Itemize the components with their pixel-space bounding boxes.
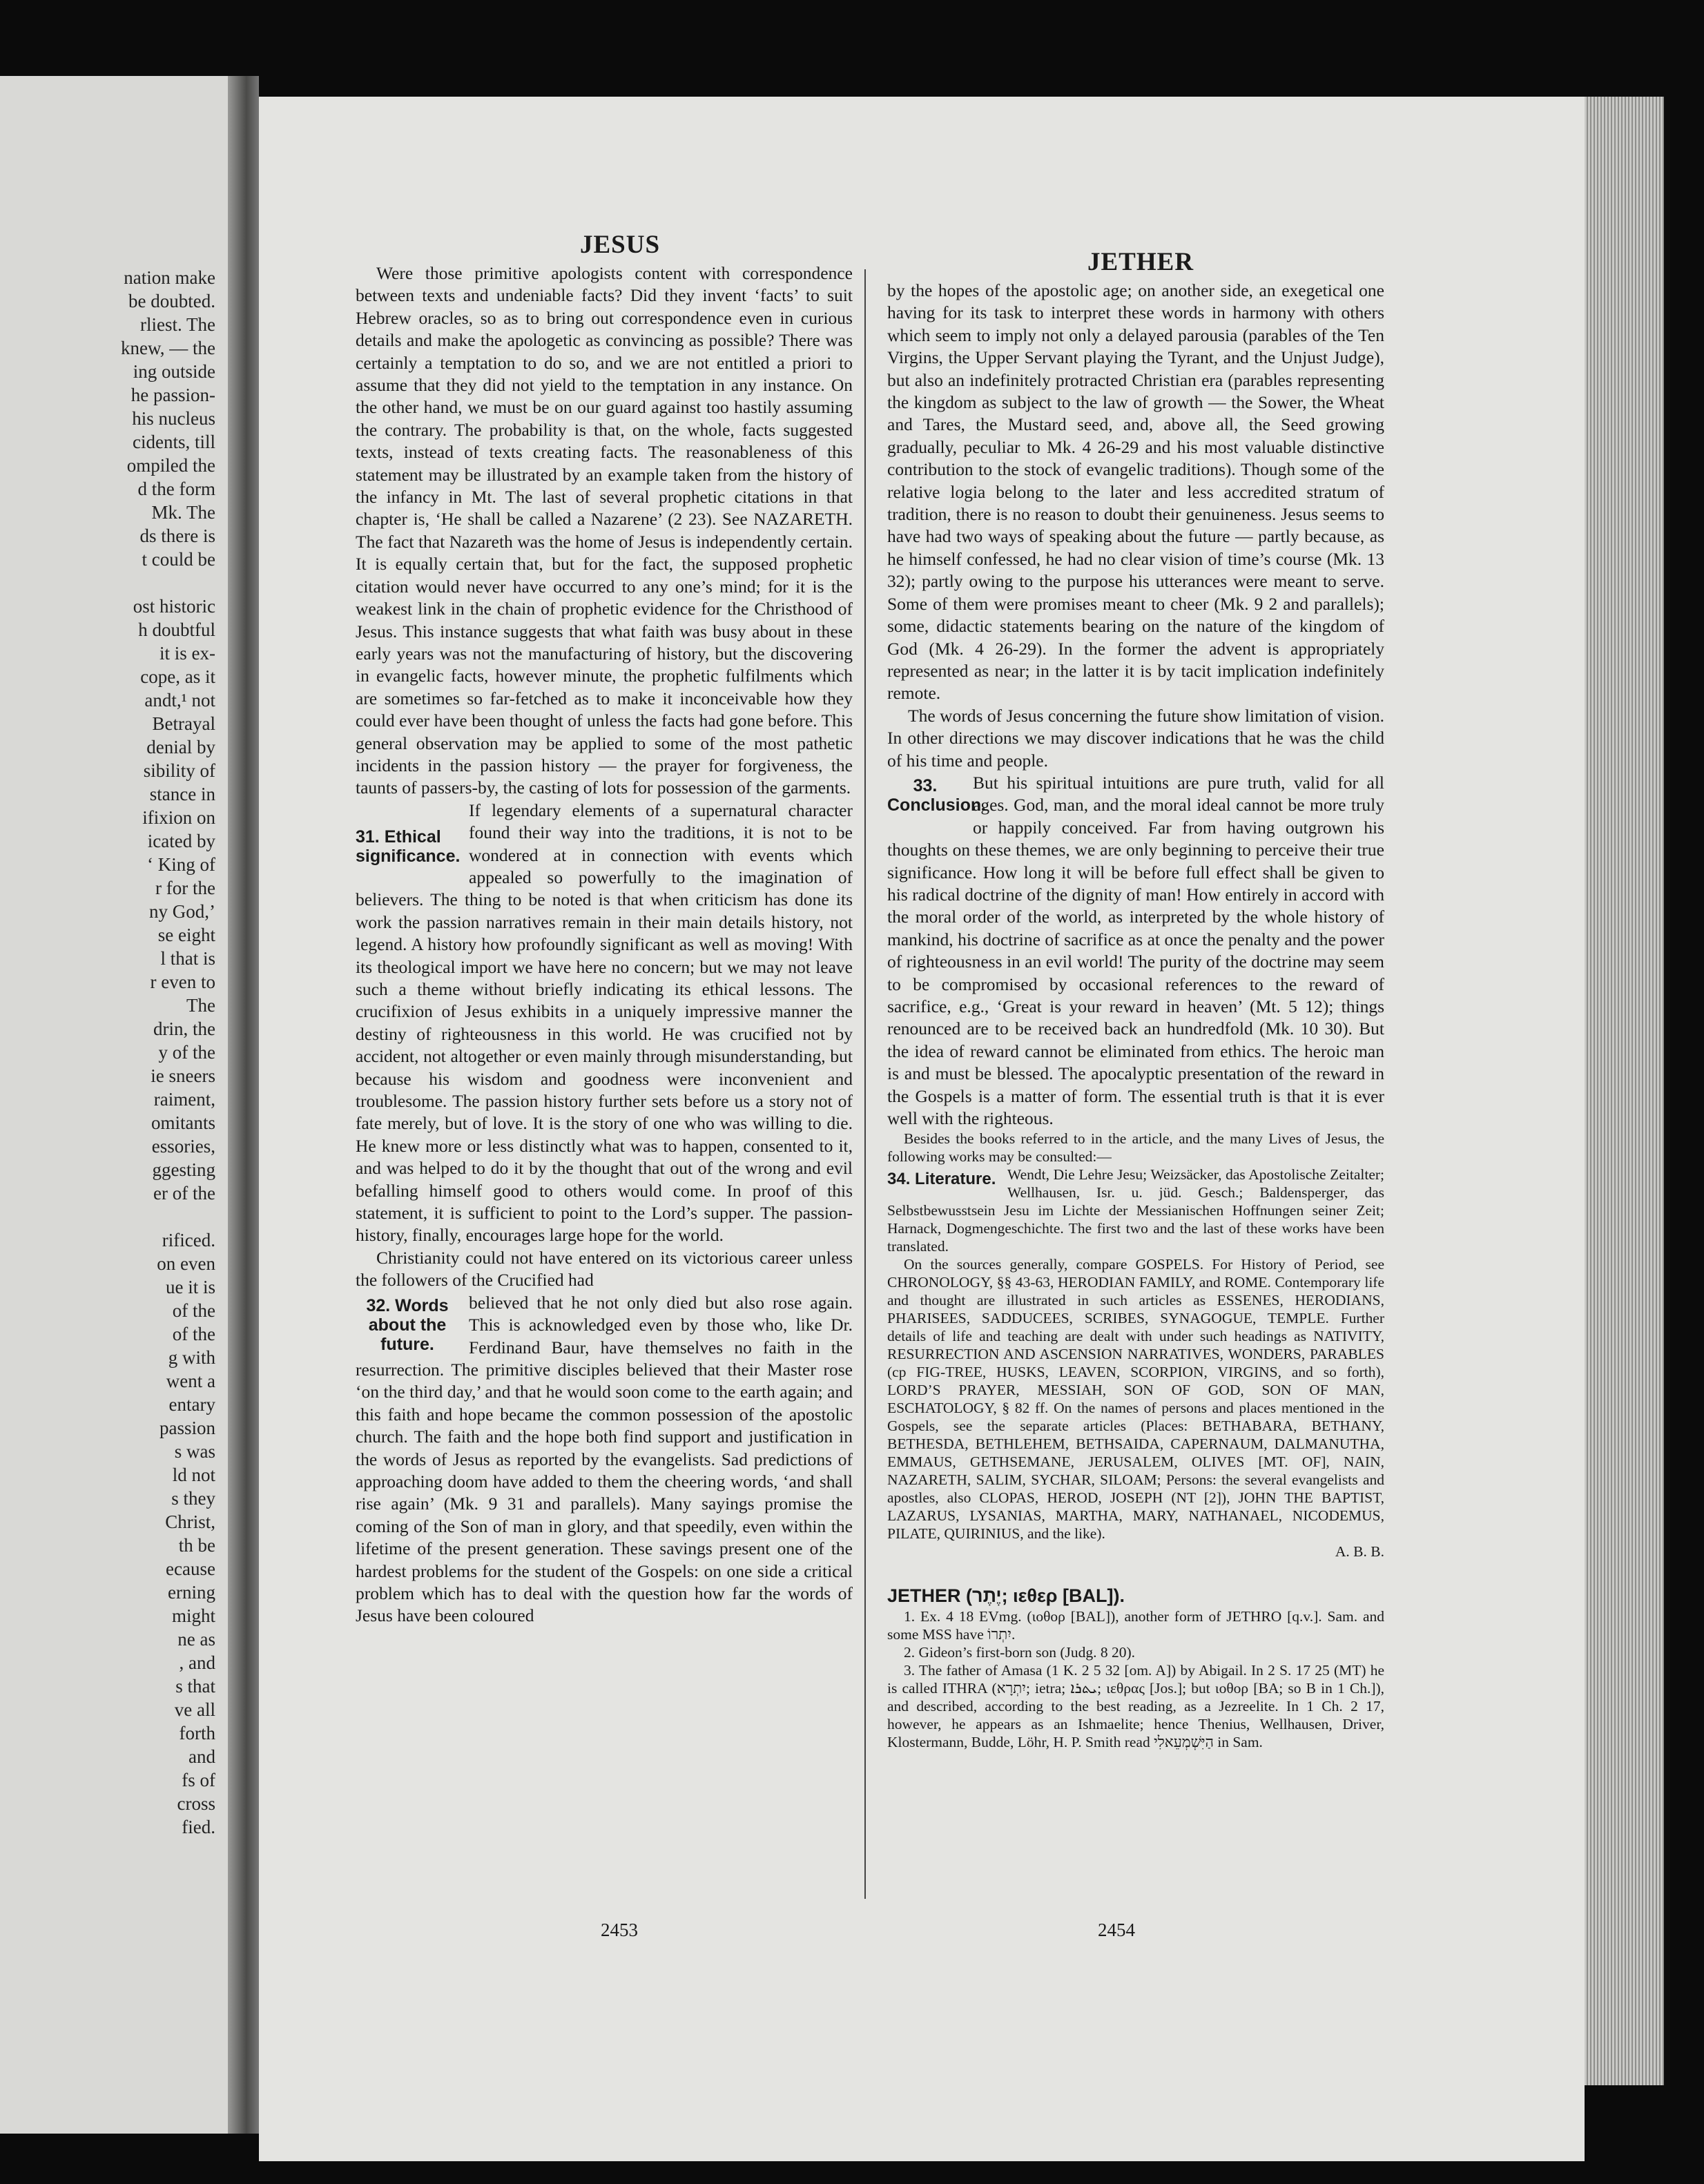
previous-page-line: stance in (149, 784, 215, 804)
previous-page-line: fied. (182, 1817, 215, 1837)
previous-page-line: sibility of (143, 760, 215, 781)
previous-page (0, 76, 228, 2134)
previous-page-line: ecause (166, 1558, 215, 1579)
previous-page-line: forth (179, 1723, 215, 1743)
running-head-left: JESUS (580, 231, 661, 259)
previous-page-line: s they (171, 1488, 215, 1509)
previous-page-line: d the form (137, 479, 215, 499)
previous-page-line: fs of (182, 1770, 215, 1790)
previous-page-line: The (186, 995, 215, 1016)
previous-page-line: , and (179, 1652, 215, 1673)
section-34-text: Wendt, Die Lehre Jesu; Weizsäcker, das Apostolische Zeitalter; Wellhausen, Isr. u. jüd. Gesch.; Baldensperger, das Selbstbewusstsein Jesu im Lichte der Messianischen Hoffnungen seiner Zeit; Harnack, Dogmengeschichte. The first two and the last of these works have been translated. (887, 1166, 1384, 1255)
previous-page-line: rliest. The (140, 314, 215, 335)
previous-page-line: denial by (146, 737, 215, 757)
right-column (887, 280, 1384, 1751)
previous-page-line: ing outside (133, 361, 215, 382)
previous-page-line: t could be (142, 549, 215, 570)
section-34-intro: Besides the books referred to in the article, and the many Lives of Jesus, the following works may be consulted:— (887, 1130, 1384, 1166)
previous-page-line: passion (159, 1418, 215, 1438)
previous-page-line: g with (168, 1347, 215, 1368)
previous-page-line: on even (157, 1253, 215, 1274)
previous-page-line: it is ex- (159, 643, 215, 664)
jether-entry-title: JETHER (יֶתֶר; ιεθερ [BAL]). (887, 1585, 1125, 1607)
previous-page-line: er of the (153, 1183, 215, 1204)
previous-page-line: he passion- (130, 385, 215, 405)
list-item: 3. The father of Amasa (1 K. 2 5 32 [om. A]) by Abigail. In 2 S. 17 25 (MT) he is called ITHRA (יִתְרָא; ietra; ܝܬܪܐ; ιεθρας [Jos.]; but ιοθορ [BA; so B in 1 Ch.]), and described, according to the best reading, as a Jezreelite. In 1 Ch. 2 17, however, he appears as an Ishmaelite; hence Thenius, Wellhausen, Driver, Klostermann, Budde, Löhr, H. P. Smith read הַיִּשְׁמְעֵאלִי in Sam. (887, 1662, 1385, 1751)
section-33-heading: 33. Conclusion. (887, 775, 987, 815)
previous-page-line: ‘ King of (147, 854, 215, 875)
page-number-right: 2454 (1098, 1920, 1135, 1940)
section-32-text: believed that he not only died but also rose again. This is acknowledged even by those who, like Dr. Ferdinand Baur, have themselves no faith in the resurrection. The primitive disciples believed that their Master rose ‘on the third day,’ and that he would soon come to the earth again; and this faith and hope became the common possession of the apostolic church. The faith and the hope both find support and justification in the words of Jesus as reported by the evangelists. Sad predictions of approaching doom have added to them the cheering words, ‘and shall rise again’ (Mk. 9 31 and parallels). Many sayings promise the coming of the Son of man in glory, and that speedily, even within the lifetime of the present generation. These savings present one of the hardest problems for the student of the Gospels: on one side a critical problem which has to deal with the question how far the words of Jesus have been coloured (356, 1292, 853, 1626)
section-31-text: If legendary elements of a supernatural character found their way into the traditions, it is not to be wondered at in connection with events which appealed so powerfully to the imagination of believers. The thing to be noted is that when criticism has done its work the passion narratives remain in their main details history, not legend. A history how profoundly significant as well as moving! With its theological import we have here no concern; but we may not leave such a theme without briefly indicating its ethical lessons. The crucifixion of Jesus exhibits in a uniquely impressive manner the destiny of righteousness in this world. He was crucified not by accident, not altogether or even mainly through misunderstanding, but because his wisdom and goodness were inconvenient and troublesome. The passion history further sets before us a story not of fate merely, but of love. It is the story of one who was willing to die. He knew more or less distinctly what was to happen, consented to it, and was helped to do it by the thought that out of the wrong and evil befalling himself good to others would come. In proof of this statement, it is sufficient to point to the Lord’s supper. The passion-history, finally, encourages large hope for the world. (356, 800, 853, 1246)
paragraph-parousia: by the hopes of the apostolic age; on another side, an exegetical one having for its task to interpret these words in harmony with others which seem to imply not only a delayed parousia (parables of the Ten Virgins, the Upper Servant playing the Tyrant, and the Unjust Judge), but also an indefinitely protracted Christian era (parables representing the kingdom as subject to the law of growth — the Sower, the Wheat and Tares, the Mustard seed, and, above all, the Seed growing gradually, peculiar to Mk. 4 26-29 and his most valuable distinctive contribution to the stock of evangelic traditions). Though some of the relative logia belong to the later and less accredited stratum of tradition, there is no reason to doubt their genuineness. Jesus seems to have had two ways of speaking about the future — partly because, as he himself confessed, he had no clear vision of time’s course (Mk. 13 32); partly owing to the purpose his utterances were meant to serve. Some of them were promises meant to cheer (Mk. 9 2 and parallels); some, didactic statements bearing on the nature of the kingdom of God (Mk. 4 26-29). In the former the advent is appropriately represented as near; in the latter it is by tacit implication indefinitely remote. (887, 280, 1384, 704)
previous-page-line: s was (174, 1441, 215, 1462)
previous-page-line: Christ, (165, 1511, 215, 1532)
section-33-text: But his spiritual intuitions are pure truth, valid for all ages. God, man, and the moral ideal cannot be more truly or happily conceived. Far from having outgrown his thoughts on these themes, we are only beginning to perceive their true significance. How long it will be before full effect shall be given to his radical doctrine of the dignity of man! How entirely in accord with the moral order of the world, as interpreted by the whole history of mankind, his doctrine of sacrifice as at once the penalty and the power of righteousness in an evil world! The purity of the doctrine may seem to be compromised by occasional references to the reward of sacrifice, e.g., ‘Great is your reward in heaven’ (Mt. 5 12); things renounced are to be received back an hundredfold (Mk. 10 30). But the idea of reward cannot be eliminated from ethics. The heroic man is and must be blessed. The apocalyptic presentation of the reward in the Gospels is a matter of form. The essential truth is that it is ever well with the righteous. (887, 772, 1384, 1129)
previous-page-line: ompiled the (126, 455, 215, 476)
signature: A. B. B. (1335, 1543, 1384, 1560)
previous-page-line: Betrayal (152, 713, 215, 734)
previous-page-line: cope, as it (140, 666, 215, 687)
previous-page-line: s that (175, 1676, 215, 1697)
previous-page-line: raiment, (153, 1089, 215, 1110)
list-item: 1. Ex. 4 18 EVmg. (ιοθορ [BAL]), another form of JETHRO [q.v.]. Sam. and some MSS have יִתְרוֹ. (887, 1608, 1384, 1643)
previous-page-line: ny God,’ (149, 901, 215, 922)
previous-page-line: went a (166, 1371, 215, 1391)
previous-page-line: ld not (172, 1465, 215, 1485)
section-34 (887, 1130, 1384, 1560)
previous-page-line: might (171, 1605, 215, 1626)
list-item: 2. Gideon’s first-born son (Judg. 8 20). (904, 1644, 1136, 1661)
previous-page-text (98, 266, 215, 1839)
previous-page-line: his nucleus (132, 408, 215, 429)
page-number-left: 2453 (601, 1920, 638, 1940)
previous-page-line: ds there is (139, 525, 215, 546)
previous-page-line: rificed. (162, 1230, 215, 1250)
section-31-heading: 31. Ethical significance. (356, 827, 461, 866)
previous-page-line: nation make (124, 267, 215, 288)
previous-page-line: l that is (160, 948, 215, 969)
previous-page-line: th be (178, 1535, 215, 1556)
section-32 (356, 1292, 853, 1627)
left-column (356, 262, 853, 1627)
previous-page-line: ie sneers (151, 1065, 215, 1086)
previous-page-line: icated by (147, 831, 215, 851)
paragraph-limitation: The words of Jesus concerning the future show limitation of vision. In other directions we may discover indications that he was the child of his time and people. (887, 705, 1384, 771)
previous-page-line: ifixion on (142, 807, 215, 828)
previous-page-line: knew, — the (121, 338, 215, 358)
previous-page-line: ne as (177, 1629, 215, 1650)
book-gutter (228, 76, 259, 2134)
previous-page-line: essories, (151, 1136, 215, 1157)
previous-page-line: of the (172, 1300, 215, 1321)
previous-page-line: drin, the (153, 1018, 215, 1039)
previous-page-line: Mk. The (151, 502, 215, 523)
paragraph-apologists: Were those primitive apologists content with correspondence between texts and undeniable facts? Did they invent ‘facts’ to suit Hebrew oracles, so as to bring out correspondence even in curious details and make the apologetic as convincing as possible? There was certainly a temptation to do so, and we are not entitled a priori to assume that they did not yield to the temptation in any instance. On the other hand, we must be on our guard against too hastily assuming the contrary. The probability is that, on the whole, facts suggested texts, instead of texts creating facts. The reasonableness of this statement may be illustrated by an example taken from the history of the infancy in Mt. The last of several prophetic citations in that chapter is, ‘He shall be called a Nazarene’ (2 23). See NAZARETH. The fact that Nazareth was the home of Jesus is independently certain. It is equally certain that, but for the fact, the supposed prophetic citation would never have occurred to any one’s mind; for it is the weakest link in the chain of prophetic evidence for the Christhood of Jesus. This instance suggests that what faith was busy about in these early years was not the manufacturing of history, but the discovering in evangelic facts, however minute, the prophetic fulfilments which are sometimes so far-fetched as to make it inconceivable how they could ever have been thought of unless the facts had gone before. This general observation may be applied to some of the most pathetic incidents in the passion history — the prayer for forgiveness, the taunts of passers-by, the casting of lots for possession of the garments. (356, 263, 853, 798)
previous-page-line (98, 1205, 215, 1228)
section-32-heading: 32. Words about the future. (366, 1295, 449, 1354)
section-34-sources: On the sources generally, compare GOSPELS. For History of Period, see CHRONOLOGY, §§ 43-63, HERODIAN FAMILY, and ROME. Contemporary life and thought are illustrated in such articles as ESSENES, HERODIANS, PHARISEES, SADDUCEES, SCRIBES, SYNAGOGUE, TEMPLE. Further details of life and teaching are dealt with under such headings as NATIVITY, RESURRECTION AND ASCENSION NARRATIVES, WONDERS, PARABLES (cp FIG-TREE, HUSKS, LEAVEN, SCORPION, VIRGINS, and so forth), LORD’S PRAYER, MESSIAH, SON OF GOD, SON OF MAN, ESCHATOLOGY, § 82 ff. On the names of persons and places mentioned in the Gospels, see the separate articles (Places: BETHABARA, BETHANY, BETHESDA, BETHLEHEM, BETHSAIDA, CAPERNAUM, DALMANUTHA, EMMAUS, GETHSEMANE, JERUSALEM, OLIVES [MT. OF], NAIN, NAZARETH, SALIM, SYCHAR, SILOAM; Persons: the several evangelists and apostles, also CLOPAS, HEROD, JOSEPH (NT [2]), JOHN THE BAPTIST, LAZARUS, LYSANIAS, MARTHA, MARY, NATHANAEL, NICODEMUS, PILATE, QUIRINIUS, and the like). (887, 1256, 1384, 1543)
previous-page-line: entary (168, 1394, 215, 1415)
previous-page-line: cidents, till (133, 432, 215, 452)
previous-page-line: r for the (155, 878, 215, 898)
previous-page-line: omitants (151, 1112, 215, 1133)
section-34-heading: 34. Literature. (887, 1170, 996, 1189)
previous-page-line: andt,¹ not (144, 690, 215, 711)
previous-page-line: ggesting (152, 1159, 215, 1180)
previous-page-line: cross (177, 1793, 215, 1814)
section-31 (356, 800, 853, 1247)
previous-page-line: se eight (157, 925, 215, 945)
previous-page-line: and (188, 1746, 215, 1767)
previous-page-line: erning (168, 1582, 215, 1603)
section-33 (887, 772, 1384, 1130)
previous-page-line: ost historic (133, 596, 215, 617)
column-rule (864, 269, 866, 1899)
previous-page-line: h doubtful (138, 619, 215, 640)
previous-page-line: y of the (158, 1042, 215, 1063)
previous-page-line: ue it is (166, 1277, 215, 1297)
previous-page-line (98, 571, 215, 595)
jether-entry-list (887, 1607, 1384, 1751)
page-edges (1585, 97, 1664, 2085)
section-32-intro: Christianity could not have entered on its victorious career unless the followers of the Crucified had (356, 1247, 853, 1291)
running-head-right: JETHER (1087, 248, 1194, 276)
previous-page-line: ve all (174, 1699, 215, 1720)
previous-page-line: r even to (150, 972, 215, 992)
previous-page-line: be doubted. (128, 291, 215, 311)
previous-page-line: of the (172, 1324, 215, 1344)
